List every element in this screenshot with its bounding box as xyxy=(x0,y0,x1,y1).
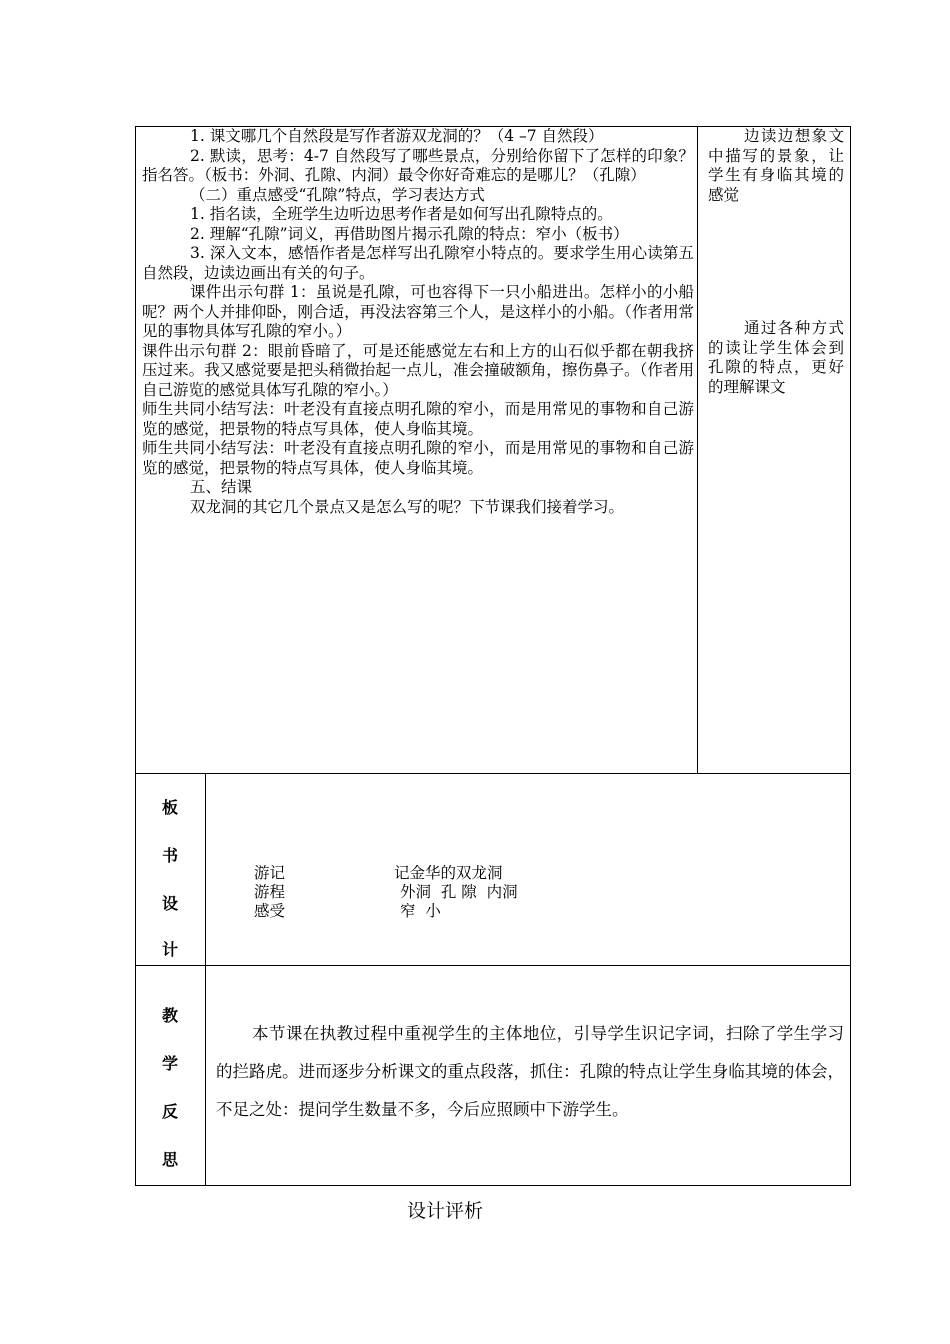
paragraph: 1. 指名读，全班学生边听边思考作者是如何写出孔隙特点的。 xyxy=(190,205,613,223)
paragraph: 2. 默读，思考：4-7 自然段写了哪些景点，分别给你留下了怎样的印象？指名答。（板书：外洞、孔隙、内洞）最令你好奇难忘的是哪儿？（孔隙） xyxy=(142,146,694,184)
board-right: 记金华的双龙洞 xyxy=(394,864,503,882)
paragraph: 师生共同小结写法：叶老没有直接点明孔隙的窄小，而是用常见的事物和自己游览的感觉，把景物的特点写具体，使人身临其境。 xyxy=(142,400,694,438)
paragraph: 1. 课文哪几个自然段是写作者游双龙洞的？（4 –7 自然段） xyxy=(190,127,604,145)
paragraph: 课件出示句群 1：虽说是孔隙，可也容得下一只小船进出。怎样小的小船呢？两个人并排仰卧，刚合适，再没法容第三个人，是这样小的小船。（作者用常见的事物具体写孔隙的窄小。） xyxy=(142,283,694,340)
row-divider-1 xyxy=(136,773,850,774)
footer-title: 设计评析 xyxy=(406,1200,483,1222)
section-heading: 五、结课 xyxy=(190,478,253,496)
label-char: 书 xyxy=(161,846,178,865)
section-heading: （二）重点感受“孔隙”特点，学习表达方式 xyxy=(190,185,485,204)
label-divider xyxy=(205,773,206,1185)
reflection-label xyxy=(136,965,204,1185)
label-char: 板 xyxy=(161,798,178,817)
reflection-text: 本节课在执教过程中重视学生的主体地位，引导学生识记字词，扫除了学生学习的拦路虎。进而逐步分析课文的重点段落，抓住：孔隙的特点让学生身临其境的体会，不足之处：提问学生数量不多，今后应照顾中下游学生。 xyxy=(216,1024,844,1119)
teaching-reflection xyxy=(216,1015,844,1129)
label-char: 反 xyxy=(161,1102,178,1121)
board-design xyxy=(254,864,654,921)
side-note-1 xyxy=(708,127,844,205)
label-char: 思 xyxy=(161,1150,178,1169)
side-note-text: 边读边想象文中描写的景象，让学生有身临其境的感觉 xyxy=(708,127,844,204)
lesson-plan-table xyxy=(135,126,851,1186)
paragraph: 双龙洞的其它几个景点又是怎么写的呢？下节课我们接着学习。 xyxy=(190,497,625,516)
paragraph: 师生共同小结写法：叶老没有直接点明孔隙的窄小，而是用常见的事物和自己游览的感觉，把景物的特点写具体，使人身临其境。 xyxy=(142,439,694,477)
board-left: 游程 xyxy=(254,883,286,901)
board-right: 外洞 孔 隙 内洞 xyxy=(400,883,518,901)
side-note-text: 通过各种方式的读让学生体会到孔隙的特点，更好的理解课文 xyxy=(708,319,844,396)
label-char: 学 xyxy=(161,1054,178,1073)
side-note-2 xyxy=(708,319,844,397)
column-divider xyxy=(697,127,698,773)
board-right: 窄 小 xyxy=(400,902,441,920)
board-left: 感受 xyxy=(254,902,286,920)
teaching-process xyxy=(142,127,694,517)
paragraph: 2. 理解“孔隙”词义，再借助图片揭示孔隙的特点：窄小（板书） xyxy=(190,224,629,243)
label-char: 教 xyxy=(161,1006,178,1025)
label-char: 计 xyxy=(161,940,178,959)
paragraph: 3. 深入文本，感悟作者是怎样写出孔隙窄小特点的。要求学生用心读第五自然段，边读边画出有关的句子。 xyxy=(142,244,694,282)
board-design-label xyxy=(136,773,204,965)
label-char: 设 xyxy=(161,894,178,913)
row-divider-2 xyxy=(136,965,850,966)
paragraph: 课件出示句群 2：眼前昏暗了，可是还能感觉左右和上方的山石似乎都在朝我挤压过来。我又感觉要是把头稍微抬起一点儿，准会撞破额角，擦伤鼻子。（作者用自己游览的感觉具体写孔隙的窄小。） xyxy=(142,341,694,399)
board-left: 游记 xyxy=(254,864,286,882)
